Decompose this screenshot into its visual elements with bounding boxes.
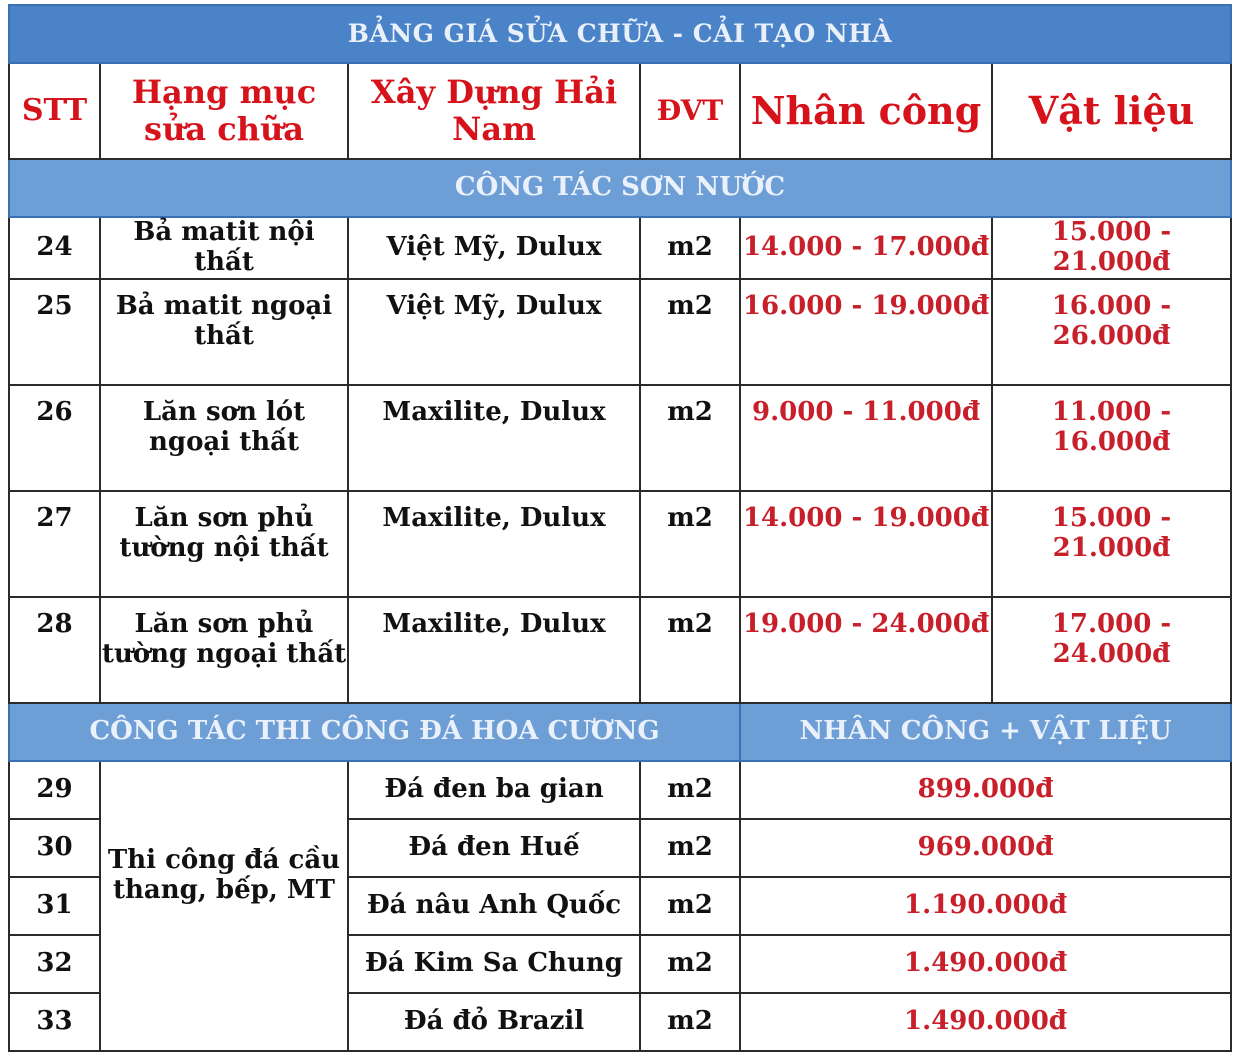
row-material-price: 15.000 - 21.000đ xyxy=(992,217,1231,279)
row-item: Lăn sơn phủ tường ngoại thất xyxy=(100,597,348,703)
table-row xyxy=(9,279,1231,385)
row-labor-price: 16.000 - 19.000đ xyxy=(740,279,992,385)
row-price: 969.000đ xyxy=(740,819,1231,877)
row-price: 899.000đ xyxy=(740,761,1231,819)
section-stone-title: CÔNG TÁC THI CÔNG ĐÁ HOA CƯƠNG xyxy=(9,703,740,761)
section-stone-row xyxy=(9,703,1231,761)
row-item: Lăn sơn phủ tường nội thất xyxy=(100,491,348,597)
stone-category: Thi công đá cầu thang, bếp, MT xyxy=(100,761,348,1051)
row-brand: Maxilite, Dulux xyxy=(348,597,640,703)
row-stt: 24 xyxy=(9,217,100,279)
row-material-price: 15.000 - 21.000đ xyxy=(992,491,1231,597)
row-item: Bả matit nội thất xyxy=(100,217,348,279)
row-labor-price: 14.000 - 17.000đ xyxy=(740,217,992,279)
row-stt: 31 xyxy=(9,877,100,935)
row-stt: 33 xyxy=(9,993,100,1051)
row-stt: 25 xyxy=(9,279,100,385)
row-item: Lăn sơn lót ngoại thất xyxy=(100,385,348,491)
row-unit: m2 xyxy=(640,597,740,703)
row-stt: 32 xyxy=(9,935,100,993)
row-brand: Việt Mỹ, Dulux xyxy=(348,217,640,279)
header-row xyxy=(9,63,1231,159)
row-unit: m2 xyxy=(640,385,740,491)
row-material-price: 11.000 - 16.000đ xyxy=(992,385,1231,491)
section-paint-row xyxy=(9,159,1231,217)
row-price: 1.490.000đ xyxy=(740,935,1231,993)
row-stone: Đá Kim Sa Chung xyxy=(348,935,640,993)
row-unit: m2 xyxy=(640,217,740,279)
row-unit: m2 xyxy=(640,279,740,385)
row-brand: Maxilite, Dulux xyxy=(348,385,640,491)
row-brand: Maxilite, Dulux xyxy=(348,491,640,597)
row-unit: m2 xyxy=(640,761,740,819)
row-stone: Đá đỏ Brazil xyxy=(348,993,640,1051)
row-stt: 27 xyxy=(9,491,100,597)
row-brand: Việt Mỹ, Dulux xyxy=(348,279,640,385)
header-hang-muc: Hạng mục sửa chữa xyxy=(100,63,348,159)
header-xay-dung: Xây Dựng Hải Nam xyxy=(348,63,640,159)
row-unit: m2 xyxy=(640,993,740,1051)
header-dvt: ĐVT xyxy=(640,63,740,159)
table-title: BẢNG GIÁ SỬA CHỮA - CẢI TẠO NHÀ xyxy=(9,5,1231,63)
row-price: 1.190.000đ xyxy=(740,877,1231,935)
row-unit: m2 xyxy=(640,491,740,597)
section-paint-title: CÔNG TÁC SƠN NƯỚC xyxy=(9,159,1231,217)
table-row xyxy=(9,597,1231,703)
table-row xyxy=(9,385,1231,491)
row-stone: Đá đen ba gian xyxy=(348,761,640,819)
table-row xyxy=(9,217,1231,279)
price-table-sheet xyxy=(8,4,1230,1036)
row-stt: 26 xyxy=(9,385,100,491)
title-row xyxy=(9,5,1231,63)
price-table xyxy=(8,4,1232,1052)
row-price: 1.490.000đ xyxy=(740,993,1231,1051)
row-labor-price: 14.000 - 19.000đ xyxy=(740,491,992,597)
section-stone-price-header: NHÂN CÔNG + VẬT LIỆU xyxy=(740,703,1231,761)
row-stt: 28 xyxy=(9,597,100,703)
header-vat-lieu: Vật liệu xyxy=(992,63,1231,159)
row-unit: m2 xyxy=(640,935,740,993)
row-unit: m2 xyxy=(640,877,740,935)
row-material-price: 17.000 - 24.000đ xyxy=(992,597,1231,703)
row-unit: m2 xyxy=(640,819,740,877)
row-material-price: 16.000 - 26.000đ xyxy=(992,279,1231,385)
header-nhan-cong: Nhân công xyxy=(740,63,992,159)
table-row xyxy=(9,761,1231,819)
header-stt: STT xyxy=(9,63,100,159)
row-labor-price: 9.000 - 11.000đ xyxy=(740,385,992,491)
row-stone: Đá đen Huế xyxy=(348,819,640,877)
row-labor-price: 19.000 - 24.000đ xyxy=(740,597,992,703)
table-row xyxy=(9,491,1231,597)
row-stt: 30 xyxy=(9,819,100,877)
row-stt: 29 xyxy=(9,761,100,819)
row-item: Bả matit ngoại thất xyxy=(100,279,348,385)
row-stone: Đá nâu Anh Quốc xyxy=(348,877,640,935)
